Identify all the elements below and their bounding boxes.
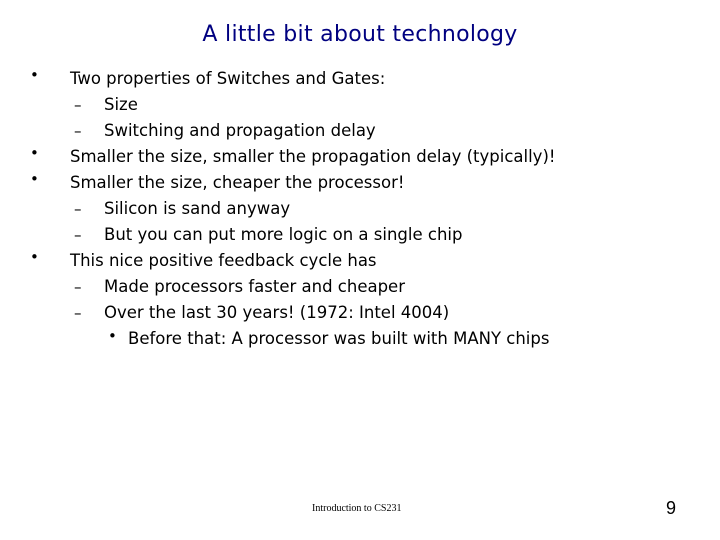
sub-bullet-item	[0, 222, 720, 248]
dash-icon: –	[74, 304, 82, 322]
dash-icon: –	[74, 122, 82, 140]
sub-bullet-text: Over the last 30 years! (1972: Intel 4004)	[104, 303, 450, 322]
sub-bullet-item	[0, 92, 720, 118]
sub-bullet-item	[0, 118, 720, 144]
slide-title: A little bit about technology	[202, 22, 518, 47]
slide-footer: Introduction to CS231	[312, 503, 402, 514]
dash-icon: –	[74, 200, 82, 218]
bullet-item	[0, 170, 720, 196]
sub-sub-bullet-item	[0, 326, 720, 352]
sub-bullet-text: But you can put more logic on a single chip	[104, 225, 463, 244]
sub-bullet-item	[0, 274, 720, 300]
dash-icon: –	[74, 226, 82, 244]
bullet-dot-icon: •	[108, 327, 117, 345]
page-number: 9	[666, 498, 677, 518]
bullet-dot-icon: •	[30, 248, 39, 266]
bullet-dot-icon: •	[30, 144, 39, 162]
bullet-dot-icon: •	[30, 170, 39, 188]
sub-bullet-text: Size	[104, 95, 138, 114]
bullet-text: This nice positive feedback cycle has	[70, 251, 377, 270]
bullet-text: Smaller the size, cheaper the processor!	[70, 173, 405, 192]
sub-sub-bullet-text: Before that: A processor was built with MANY chips	[128, 329, 550, 348]
bullet-item	[0, 248, 720, 274]
bullet-dot-icon: •	[30, 66, 39, 84]
sub-bullet-text: Made processors faster and cheaper	[104, 277, 405, 296]
bullet-text: Smaller the size, smaller the propagation delay (typically)!	[70, 147, 556, 166]
bullet-item	[0, 144, 720, 170]
bullet-item	[0, 66, 720, 92]
sub-bullet-item	[0, 196, 720, 222]
dash-icon: –	[74, 278, 82, 296]
sub-bullet-text: Silicon is sand anyway	[104, 199, 291, 218]
bullet-list	[0, 66, 720, 352]
sub-bullet-text: Switching and propagation delay	[104, 121, 376, 140]
dash-icon: –	[74, 96, 82, 114]
bullet-text: Two properties of Switches and Gates:	[70, 69, 386, 88]
